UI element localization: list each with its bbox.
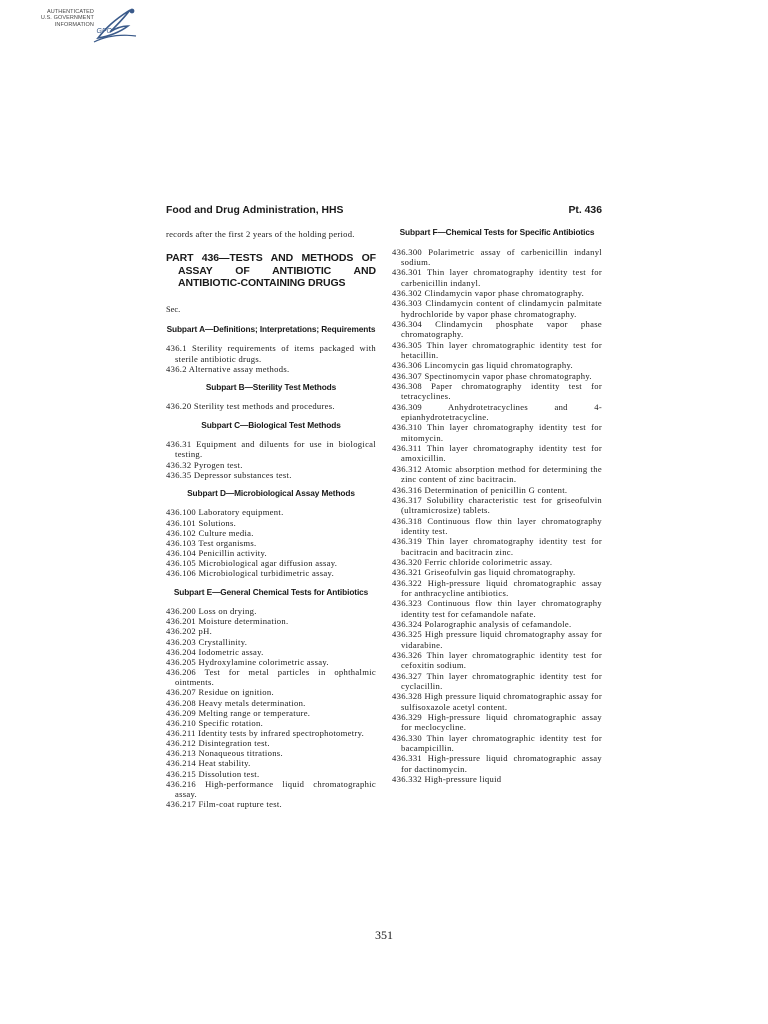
section-entry: 436.304 Clindamycin phosphate vapor phase chromatography. bbox=[392, 319, 602, 340]
left-column bbox=[166, 229, 376, 817]
section-entry: 436.202 pH. bbox=[166, 626, 213, 637]
section-entry: 436.217 Film-coat rupture test. bbox=[166, 799, 282, 810]
section-entry: 436.216 High-performance liquid chromatographic assay. bbox=[166, 778, 376, 799]
section-entry: 436.305 Thin layer chromatographic identity test for hetacillin. bbox=[392, 339, 602, 361]
subpart-f-list bbox=[392, 247, 602, 785]
section-entry: 436.207 Residue on ignition. bbox=[166, 687, 274, 698]
running-header-agency: Food and Drug Administration, HHS bbox=[166, 205, 344, 216]
section-entry: 436.213 Nonaqueous titrations. bbox=[166, 748, 283, 759]
section-entry: 436.106 Microbiological turbidimetric assay. bbox=[166, 568, 335, 579]
section-entry: 436.102 Culture media. bbox=[166, 527, 254, 538]
section-entry: 436.212 Disintegration test. bbox=[166, 738, 270, 749]
subpart-heading: Subpart C—Biological Test Methods bbox=[201, 419, 341, 430]
section-entry: 436.328 High pressure liquid chromatographic assay for sulfisoxazole acetyl content. bbox=[392, 691, 602, 712]
section-entry: 436.2 Alternative assay methods. bbox=[166, 363, 290, 374]
section-entry: 436.323 Continuous flow thin layer chromatography identity test for cefamandole nafate. bbox=[392, 598, 602, 619]
part-title: PART 436—TESTS AND METHODS OF ASSAY OF ANTIBIOTIC AND ANTIBIOTIC-CONTAINING DRUGS bbox=[166, 252, 376, 290]
section-list bbox=[166, 439, 376, 480]
section-entry: 436.316 Determination of penicillin G content. bbox=[392, 484, 568, 495]
continuation-paragraph: records after the first 2 years of the holding period. bbox=[166, 229, 355, 239]
section-entry: 436.105 Microbiological agar diffusion assay. bbox=[166, 558, 338, 569]
section-entry: 436.317 Solubility characteristic test for griseofulvin (ultramicrosize) tablets. bbox=[392, 494, 602, 516]
section-list bbox=[166, 401, 376, 411]
section-list bbox=[166, 343, 376, 373]
section-entry: 436.325 High pressure liquid chromatography assay for vidarabine. bbox=[392, 629, 602, 650]
subpart-heading: Subpart D—Microbiological Assay Methods bbox=[187, 487, 355, 498]
section-entry: 436.101 Solutions. bbox=[166, 517, 237, 528]
section-entry: 436.322 High-pressure liquid chromatographic assay for anthracycline antibiotics. bbox=[392, 577, 602, 598]
section-entry: 436.300 Polarimetric assay of carbenicillin indanyl sodium. bbox=[392, 246, 602, 267]
section-entry: 436.100 Laboratory equipment. bbox=[166, 507, 284, 518]
section-list bbox=[166, 507, 376, 578]
section-entry: 436.327 Thin layer chromatographic identity test for cyclacillin. bbox=[392, 670, 602, 692]
section-entry: 436.320 Ferric chloride colorimetric assay. bbox=[392, 556, 553, 567]
section-entry: 436.205 Hydroxylamine colorimetric assay. bbox=[166, 656, 329, 667]
section-entry: 436.201 Moisture determination. bbox=[166, 616, 289, 627]
section-entry: 436.324 Polarographic analysis of cefamandole. bbox=[392, 618, 572, 629]
section-entry: 436.307 Spectinomycin vapor phase chromatography. bbox=[392, 370, 592, 381]
page-number: 351 bbox=[375, 928, 393, 942]
section-entry: 436.210 Specific rotation. bbox=[166, 717, 264, 728]
section-entry: 436.214 Heat stability. bbox=[166, 758, 251, 769]
section-entry: 436.318 Continuous flow thin layer chromatography identity test. bbox=[392, 515, 602, 536]
left-subparts bbox=[166, 324, 376, 809]
right-column bbox=[392, 227, 602, 792]
section-entry: 436.310 Thin layer chromatography identity test for mitomycin. bbox=[392, 422, 602, 443]
section-entry: 436.215 Dissolution test. bbox=[166, 768, 260, 779]
section-entry: 436.203 Crystallinity. bbox=[166, 636, 248, 647]
section-entry: 436.311 Thin layer chromatography identity test for amoxicillin. bbox=[392, 443, 602, 464]
eagle-icon bbox=[92, 6, 140, 44]
section-entry: 436.104 Penicillin activity. bbox=[166, 548, 267, 559]
section-entry: 436.1 Sterility requirements of items packaged with sterile antibiotic drugs. bbox=[166, 343, 376, 364]
section-entry: 436.330 Thin layer chromatographic identity test for bacampicillin. bbox=[392, 732, 602, 754]
section-entry: 436.32 Pyrogen test. bbox=[166, 459, 243, 470]
sec-label: Sec. bbox=[166, 304, 181, 314]
section-list bbox=[166, 606, 376, 809]
section-entry: 436.211 Identity tests by infrared spectrophotometry. bbox=[166, 728, 365, 738]
subpart-heading: Subpart F—Chemical Tests for Specific Antibiotics bbox=[399, 227, 595, 237]
section-entry: 436.326 Thin layer chromatographic identity test for cefoxitin sodium. bbox=[392, 650, 602, 671]
section-entry: 436.331 High-pressure liquid chromatographic assay for dactinomycin. bbox=[392, 753, 602, 774]
section-entry: 436.35 Depressor substances test. bbox=[166, 469, 292, 480]
section-entry: 436.103 Test organisms. bbox=[166, 537, 257, 548]
section-entry: 436.321 Griseofulvin gas liquid chromatography. bbox=[392, 567, 576, 578]
section-entry: 436.200 Loss on drying. bbox=[166, 606, 257, 617]
section-entry: 436.302 Clindamycin vapor phase chromatography. bbox=[392, 287, 585, 298]
section-entry: 436.209 Melting range or temperature. bbox=[166, 707, 311, 718]
section-entry: 436.319 Thin layer chromatography identity test for bacitracin and bacitracin zinc. bbox=[392, 536, 602, 557]
section-entry: 436.204 Iodometric assay. bbox=[166, 646, 264, 657]
section-entry: 436.303 Clindamycin content of clindamycin palmitate hydrochloride by vapor phase chromatography. bbox=[392, 298, 602, 319]
subpart-heading: Subpart B—Sterility Test Methods bbox=[205, 381, 337, 392]
section-entry: 436.20 Sterility test methods and procedures. bbox=[166, 401, 335, 412]
section-entry: 436.301 Thin layer chromatography identity test for carbenicillin indanyl. bbox=[392, 267, 602, 288]
section-entry: 436.306 Lincomycin gas liquid chromatography. bbox=[392, 360, 573, 371]
running-header-part: Pt. 436 bbox=[568, 205, 602, 216]
section-entry: 436.208 Heavy metals determination. bbox=[166, 697, 306, 708]
subpart-heading: Subpart E—General Chemical Tests for Antibiotics bbox=[173, 586, 369, 597]
logo-gpo-mark: GPO bbox=[96, 28, 112, 35]
section-entry: 436.31 Equipment and diluents for use in biological testing. bbox=[166, 439, 376, 460]
section-entry: 436.309 Anhydrotetracyclines and 4-epianhydrotetracycline. bbox=[392, 401, 602, 423]
subpart-heading: Subpart A—Definitions; Interpretations; Requirements bbox=[166, 323, 376, 334]
section-entry: 436.308 Paper chromatography identity test for tetracyclines. bbox=[392, 381, 602, 402]
logo-caption: AUTHENTICATED U.S. GOVERNMENT INFORMATION bbox=[40, 9, 94, 28]
gpo-authentication-logo bbox=[28, 6, 140, 44]
section-entry: 436.329 High-pressure liquid chromatographic assay for meclocycline. bbox=[392, 712, 602, 733]
section-entry: 436.332 High-pressure liquid bbox=[392, 774, 502, 785]
section-entry: 436.312 Atomic absorption method for determining the zinc content of zinc bacitracin. bbox=[392, 463, 602, 485]
section-entry: 436.206 Test for metal particles in ophthalmic ointments. bbox=[166, 667, 376, 688]
